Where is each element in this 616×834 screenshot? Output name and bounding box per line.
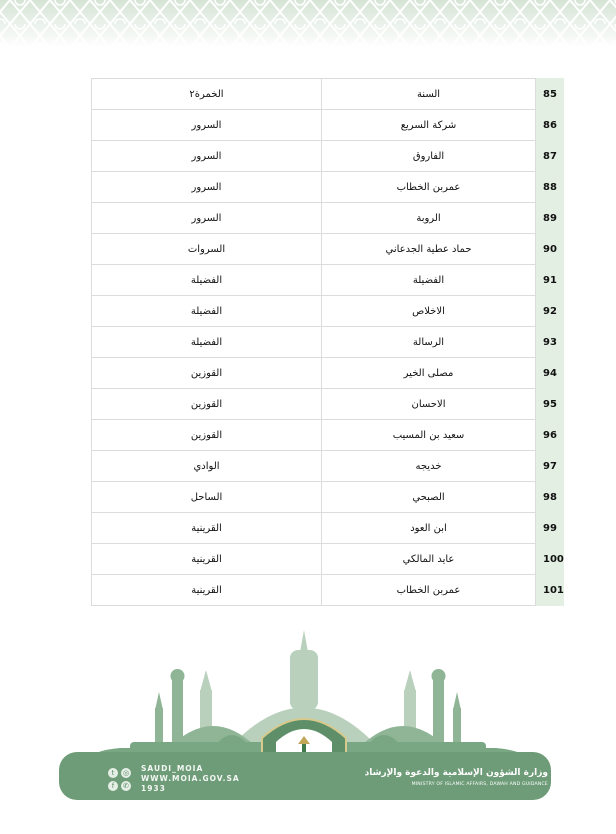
region-cell: السرور (92, 203, 322, 234)
ministry-name-arabic: وزارة الشؤون الإسلامية والدعوة والإرشاد (364, 768, 548, 778)
row-number-cell: 96 (536, 420, 564, 451)
social-icons (108, 768, 131, 791)
establishment-year: 1933 (141, 784, 166, 793)
row-number-cell: 93 (536, 327, 564, 358)
table-row (92, 575, 564, 606)
mosque-name-cell: الاحسان (322, 389, 536, 420)
region-cell: الفضيلة (92, 265, 322, 296)
ministry-name-english: MINISTRY OF ISLAMIC AFFAIRS, DAWAH AND GUIDANCE (411, 782, 548, 787)
region-cell: الفضيلة (92, 327, 322, 358)
table-row (92, 482, 564, 513)
row-number-cell: 89 (536, 203, 564, 234)
region-cell: الفضيلة (92, 296, 322, 327)
table-row (92, 141, 564, 172)
mosque-name-cell: عايد المالكي (322, 544, 536, 575)
mosque-name-cell: خديجه (322, 451, 536, 482)
region-cell: السرور (92, 141, 322, 172)
twitter-icon[interactable]: t (108, 768, 118, 778)
row-number-cell: 99 (536, 513, 564, 544)
mosque-name-cell: عمربن الخطاب (322, 575, 536, 606)
mosque-name-cell: الصبحي (322, 482, 536, 513)
table-row (92, 79, 564, 110)
region-cell: القوزين (92, 420, 322, 451)
region-cell: القوزين (92, 389, 322, 420)
row-number-cell: 91 (536, 265, 564, 296)
row-number-cell: 94 (536, 358, 564, 389)
table-row (92, 420, 564, 451)
mosque-name-cell: سعيد بن المسيب (322, 420, 536, 451)
region-cell: القرينية (92, 544, 322, 575)
social-handle[interactable]: SAUDI_MOIA (141, 764, 204, 773)
region-cell: الساحل (92, 482, 322, 513)
table-row (92, 172, 564, 203)
row-number-cell: 85 (536, 79, 564, 110)
region-cell: السروات (92, 234, 322, 265)
website-link[interactable]: WWW.MOIA.GOV.SA (141, 774, 240, 783)
instagram-icon[interactable]: ◎ (122, 769, 130, 777)
region-cell: القرينية (92, 575, 322, 606)
row-number-cell: 88 (536, 172, 564, 203)
region-cell: السرور (92, 110, 322, 141)
mosque-name-cell: الفضيلة (322, 265, 536, 296)
row-number-cell: 95 (536, 389, 564, 420)
table-body (92, 79, 564, 606)
mosques-table (91, 78, 563, 606)
table-row (92, 544, 564, 575)
row-number-cell: 101 (536, 575, 564, 606)
top-pattern (0, 0, 616, 48)
mosque-name-cell: السنة (322, 79, 536, 110)
mosque-name-cell: ابن العود (322, 513, 536, 544)
mosque-name-cell: حماد عطية الجدعاني (322, 234, 536, 265)
row-number-cell: 100 (536, 544, 564, 575)
table-row (92, 513, 564, 544)
table-row (92, 389, 564, 420)
row-number-cell: 97 (536, 451, 564, 482)
row-number-cell: 87 (536, 141, 564, 172)
row-number-cell: 86 (536, 110, 564, 141)
mosque-name-cell: مصلى الخير (322, 358, 536, 389)
contact-text (141, 764, 240, 794)
table-row (92, 203, 564, 234)
table-row (92, 234, 564, 265)
mosque-name-cell: الاخلاص (322, 296, 536, 327)
table-row (92, 110, 564, 141)
table-row (92, 358, 564, 389)
table-row (92, 451, 564, 482)
facebook-icon[interactable]: f (108, 781, 118, 791)
mosque-name-cell: شركة السريع (322, 110, 536, 141)
region-cell: القرينية (92, 513, 322, 544)
table-row (92, 327, 564, 358)
mosque-name-cell: الروبة (322, 203, 536, 234)
table-row (92, 296, 564, 327)
region-cell: الوادي (92, 451, 322, 482)
region-cell: الخمرة٢ (92, 79, 322, 110)
row-number-cell: 92 (536, 296, 564, 327)
mosque-name-cell: الفاروق (322, 141, 536, 172)
mosque-name-cell: عمربن الخطاب (322, 172, 536, 203)
phone-icon[interactable]: ✆ (121, 781, 131, 791)
row-number-cell: 98 (536, 482, 564, 513)
region-cell: القوزين (92, 358, 322, 389)
mosque-name-cell: الرسالة (322, 327, 536, 358)
row-number-cell: 90 (536, 234, 564, 265)
ministry-name (352, 768, 548, 787)
region-cell: السرور (92, 172, 322, 203)
mosque-illustration (0, 630, 616, 834)
table-row (92, 265, 564, 296)
